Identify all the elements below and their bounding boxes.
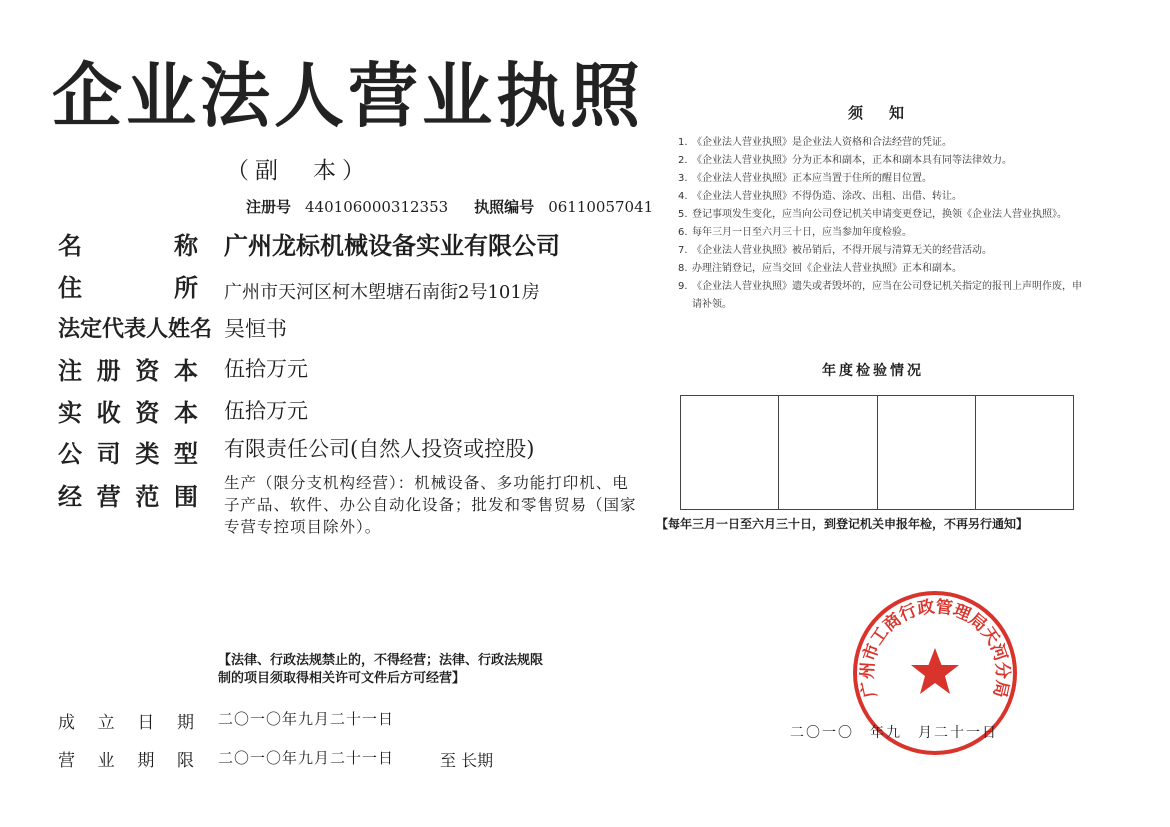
annual-inspection-note: 【每年三月一日至六月三十日，到登记机关申报年检，不再另行通知】	[656, 517, 1029, 531]
license-number-label: 执照编号	[474, 198, 535, 216]
registered-capital: 伍拾万元	[224, 357, 308, 381]
notice-item: 2. 《企业法人营业执照》分为正本和副本，正本和副本具有同等法律效力。	[678, 155, 1012, 166]
registered-capital-label: 注 册 资 本	[58, 357, 198, 385]
registration-number: 440106000312353	[305, 198, 449, 216]
annual-inspection-heading: 年度检验情况	[822, 363, 924, 379]
name-label: 名 称	[58, 232, 198, 260]
legal-rep-name: 吴恒书	[224, 317, 287, 341]
paid-capital-label: 实 收 资 本	[58, 399, 198, 427]
prohibit-note: 【法律、行政法规禁止的，不得经营；法律、行政法规限制的项目须取得相关许可文件后方可经营】	[218, 653, 544, 686]
notice-item: 4. 《企业法人营业执照》不得伪造、涂改、出租、出借、转让。	[678, 191, 962, 202]
notice-item: 9. 《企业法人营业执照》遗失或者毁坏的，应当在公司登记机关指定的报刊上声明作废，申请补领。	[678, 281, 1082, 310]
annual-inspection-table	[680, 395, 1074, 510]
business-term-label: 营 业 期 限	[58, 751, 194, 771]
notice-list	[678, 134, 1084, 314]
company-address: 广州市天河区柯木塱塘石南街2号101房	[224, 282, 540, 303]
notice-item: 6. 每年三月一日至六月三十日，应当参加年度检验。	[678, 227, 912, 238]
seal-star-icon	[911, 648, 959, 694]
business-term-start: 二〇一〇年九月二十一日	[218, 749, 395, 767]
company-type: 有限责任公司(自然人投资或控股)	[224, 437, 535, 461]
business-scope-label: 经 营 范 围	[58, 483, 198, 511]
license-number: 06110057041	[548, 198, 654, 216]
notice-item: 1. 《企业法人营业执照》是企业法人资格和合法经营的凭证。	[678, 137, 952, 148]
notice-item: 5. 登记事项发生变化，应当向公司登记机关申请变更登记，换领《企业法人营业执照》。	[678, 209, 1067, 220]
company-type-label: 公 司 类 型	[58, 440, 198, 468]
inspection-cell	[681, 396, 779, 509]
business-scope: 生产（限分支机构经营）：机械设备、多功能打印机、电子产品、软件、办公自动化设备；批发和零售贸易（国家专营专控项目除外）。	[224, 474, 637, 536]
issue-date: 二〇一〇 年九 月二十一日	[790, 725, 998, 741]
notice-item: 7. 《企业法人营业执照》被吊销后，不得开展与清算无关的经营活动。	[678, 245, 992, 256]
notice-item: 8. 办理注销登记，应当交回《企业法人营业执照》正本和副本。	[678, 263, 962, 274]
document-title: 企业法人营业执照	[52, 55, 644, 137]
copy-label: （副 本）	[226, 158, 371, 184]
inspection-cell	[779, 396, 877, 509]
address-label: 住 所	[58, 274, 198, 302]
business-term-end: 至 长期	[440, 751, 494, 770]
seal-text: 广州市工商行政管理局天河分局	[857, 597, 1013, 700]
paid-capital: 伍拾万元	[224, 399, 308, 423]
notice-item: 3. 《企业法人营业执照》正本应当置于住所的醒目位置。	[678, 173, 932, 184]
notice-heading: 须知	[848, 104, 931, 122]
inspection-cell	[976, 396, 1073, 509]
legal-rep-label: 法定代表人姓名	[58, 317, 213, 342]
registration-number-label: 注册号	[246, 198, 292, 216]
inspection-cell	[878, 396, 976, 509]
registration-line	[246, 196, 653, 217]
company-name: 广州龙标机械设备实业有限公司	[224, 232, 560, 260]
established-date-label: 成 立 日 期	[58, 713, 194, 733]
established-date: 二〇一〇年九月二十一日	[218, 710, 395, 728]
